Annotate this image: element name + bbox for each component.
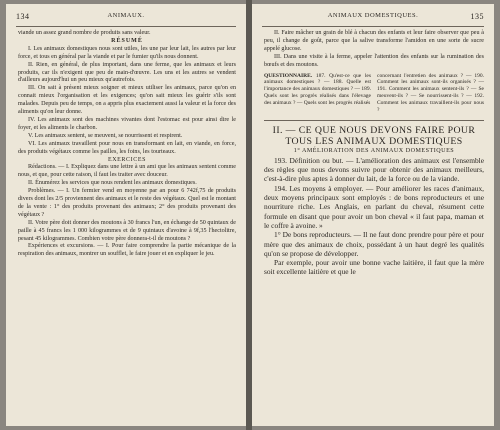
right-page-header xyxy=(262,12,484,22)
running-title: ANIMAUX DOMESTIQUES. xyxy=(327,12,419,19)
section-title: II. — CE QUE NOUS DEVONS FAIRE POUR TOUS LES ANIMAUX DOMESTIQUES xyxy=(272,124,476,148)
body-paragraph: 193. Définition ou but. — L'amélioration des animaux est l'ensemble des règles que nous devons suivre pour obtenir des animaux meilleurs, c'est-à-dire plus aptes à donner du lait, de la force ou de la viande. xyxy=(264,155,484,184)
header-rule xyxy=(262,26,484,27)
left-page-body xyxy=(18,30,236,259)
exercices-heading: EXERCICES xyxy=(107,156,147,163)
exercise-item: Expériences et excursions. — I. Pour faire comprendre la partie mécanique de la respiration des animaux, montrer un soufflet, le faire jouer et en expliquer le jeu. xyxy=(18,243,236,258)
body-paragraph: Par exemple, pour avoir une bonne vache laitière, il faut que la mère soit excellente laitière et que le xyxy=(264,258,484,277)
resume-item: IV. Les animaux sont des machines vivantes dont l'estomac est pour ainsi dire le foyer, et les aliments le charbon. xyxy=(18,116,236,131)
questionnaire-text: concernant l'entretien des animaux ? — 190. Comment les animaux sont-ils organisés ? — 191. Comment les animaux sentent-ils ? — Se meuvent-ils ? — Se nourrissent-ils ? — 192. Comment les animaux travaillent-ils pour nous ? xyxy=(377,72,484,114)
page-number: 134 xyxy=(16,12,30,21)
exercise-item: Problèmes. — I. Un fermier vend en moyenne par an pour 6 742f,75 de produits divers dont les 2/5 proviennent des animaux et le reste des végétaux. Quel est le montant de la vente : 1° des produits provenant des animaux; 2° des produits provenant des végétaux ? xyxy=(18,188,236,218)
body-paragraph: 194. Les moyens à employer. — Pour améliorer les races d'animaux, deux moyens principaux sont employés : de bons reproducteurs et une nourriture riche. Les Anglais, en parlant du cheval, résument cette formule en disant que pour avoir un bon cheval « il faut papa, maman et le coffre à avoine. » xyxy=(264,183,484,230)
left-page-header xyxy=(16,12,236,22)
resume-item: III. On sait à présent mieux soigner et mieux utiliser les animaux, parce qu'on en connait mieux l'organisation et les exigences; qu'on sait mieux les guérir s'ils sont malades. Depuis peu de temps, on a appris plus exactement aussi la valeur et la force des aliments qu'on leur donne. xyxy=(18,85,236,116)
body-paragraph: 1° De bons reproducteurs. — Il ne faut donc prendre pour père et pour mère que des animaux de choix, possédant à un haut degré les qualités qu'on se propose de développer. xyxy=(264,230,484,258)
resume-heading: RÉSUMÉ xyxy=(111,37,143,44)
resume-item: V. Les animaux sentent, se meuvent, se nourrissent et respirent. xyxy=(28,132,183,139)
resume-item: VI. Les animaux travaillent pour nous en transformant en lait, en viande, en force, des produits végétaux comme les pailles, les foins, les tourteaux. xyxy=(18,140,236,155)
exercise-item: II. Énumérez les services que nous rendent les animaux domestiques. xyxy=(28,180,197,187)
questionnaire-column xyxy=(377,73,484,114)
right-page xyxy=(252,4,494,426)
questionnaire xyxy=(264,73,484,114)
opening-paragraph: viande un assez grand nombre de produits sans valeur. xyxy=(18,30,151,36)
exercise-item: III. Dans une visite à la ferme, appeler l'attention des enfants sur la rumination des bœufs et des moutons. xyxy=(264,53,484,68)
exercise-item: II. Faire mâcher un grain de blé à chacun des enfants et leur faire observer que peu à peu, il change de goût, parce que la salive transforme l'amidon en une sorte de sucre appelé glucose. xyxy=(264,30,484,52)
section-subtitle: 1° AMÉLIORATION DES ANIMAUX DOMESTIQUES xyxy=(293,147,455,154)
resume-item: II. Rien, en général, de plus important, dans une ferme, que les animaux et leurs produits, car ils n'exigent que peu de main-d'œuvre. Les uns et les autres se vendent d'ailleurs aujourd'hui un peu mieux qu'autrefois. xyxy=(18,61,236,84)
page-number: 135 xyxy=(470,12,484,21)
left-page xyxy=(6,4,246,426)
questionnaire-text: 187. Qu'est-ce que les animaux domestiques ? — 188. Quelle est l'importance des animaux domestiques ? — 189. Quels sont les progrès réalisés dans l'élevage des animaux ? — Quels sont les progrès réalisés xyxy=(264,72,372,107)
exercise-item: II. Votre père doit donner des moutons à 30 francs l'un, en échange de 50 quintaux de paille à 45 francs les 1 000 kilogrammes et de 9 quintaux d'avoine à 9f,35 l'hectolitre, pesant 45 kilogrammes. Combien votre père donnera-t-il de moutons ? xyxy=(18,219,236,242)
resume-item: I. Les animaux domestiques nous sont utiles, les une par leur lait, les autres par leur force, et tous en général par la viande et par le fumier qu'ils nous donnent. xyxy=(18,45,236,60)
running-title: ANIMAUX. xyxy=(107,12,145,19)
exercise-item: Rédactions. — I. Expliquez dans une lettre à un ami que les animaux sentent comme nous, et que, pour cette raison, il faut les traiter avec douceur. xyxy=(18,164,236,179)
header-rule xyxy=(16,26,236,27)
section-divider xyxy=(264,120,484,121)
right-page-body xyxy=(264,30,484,277)
questionnaire-heading: QUESTIONNAIRE. xyxy=(264,72,313,79)
questionnaire-column xyxy=(264,73,371,114)
